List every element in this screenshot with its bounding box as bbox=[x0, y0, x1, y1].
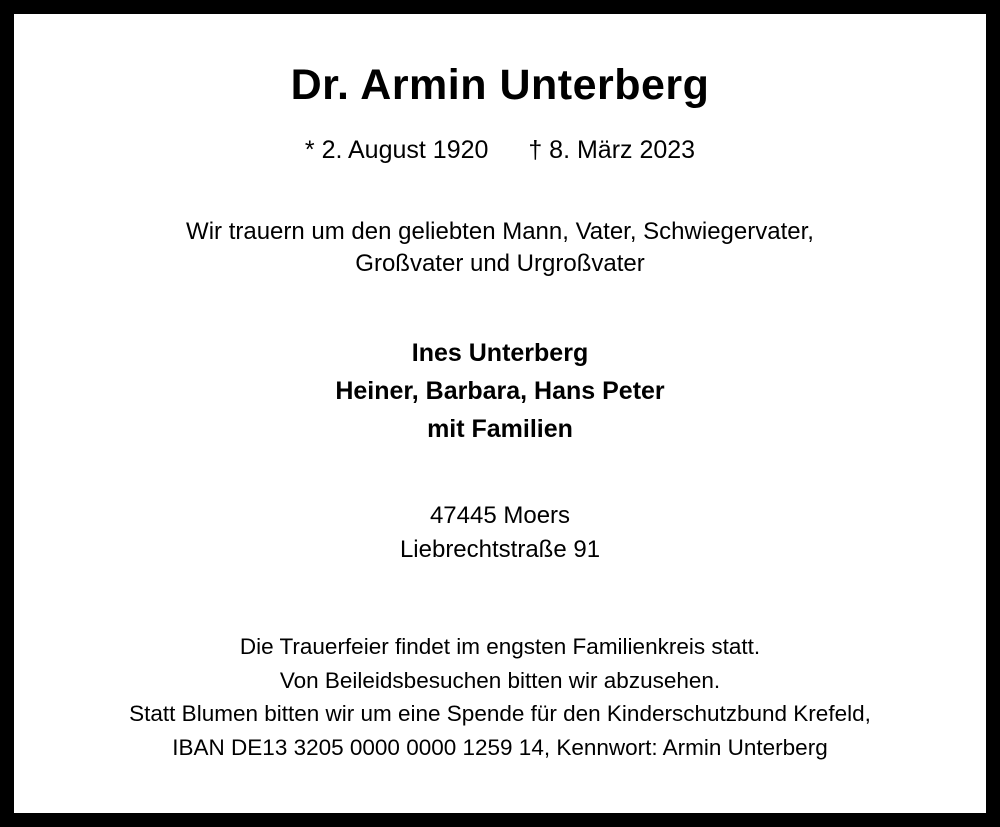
mourning-line: Großvater und Urgroßvater bbox=[355, 249, 645, 277]
birth-symbol: * bbox=[304, 136, 315, 165]
mourning-line: Wir trauern um den geliebten Mann, Vater, Schwiegervater, bbox=[186, 218, 814, 246]
death-symbol: † bbox=[528, 136, 543, 165]
address-block bbox=[14, 499, 986, 567]
family-line: Heiner, Barbara, Hans Peter bbox=[335, 376, 665, 405]
funeral-detail-line: Von Beileidsbesuchen bitten wir abzusehen. bbox=[279, 667, 721, 693]
death-date: 8. März 2023 bbox=[549, 136, 696, 165]
funeral-details bbox=[14, 630, 986, 765]
address-line: Liebrechtstraße 91 bbox=[399, 535, 601, 563]
address-line: 47445 Moers bbox=[429, 501, 571, 529]
life-dates bbox=[14, 135, 986, 165]
mourning-text bbox=[14, 216, 986, 279]
family-line: Ines Unterberg bbox=[411, 338, 589, 367]
family-names bbox=[14, 334, 986, 448]
family-line: mit Familien bbox=[427, 414, 573, 443]
donation-iban-line: IBAN DE13 3205 0000 0000 1259 14, Kennwort: Armin Unterberg bbox=[172, 735, 828, 761]
donation-request-line: Statt Blumen bitten wir um eine Spende für den Kinderschutzbund Krefeld, bbox=[129, 701, 871, 727]
funeral-detail-line: Die Trauerfeier findet im engsten Familienkreis statt. bbox=[239, 633, 761, 659]
obituary-notice bbox=[14, 14, 986, 813]
deceased-name: Dr. Armin Unterberg bbox=[290, 61, 710, 109]
birth-date: 2. August 1920 bbox=[321, 136, 489, 165]
